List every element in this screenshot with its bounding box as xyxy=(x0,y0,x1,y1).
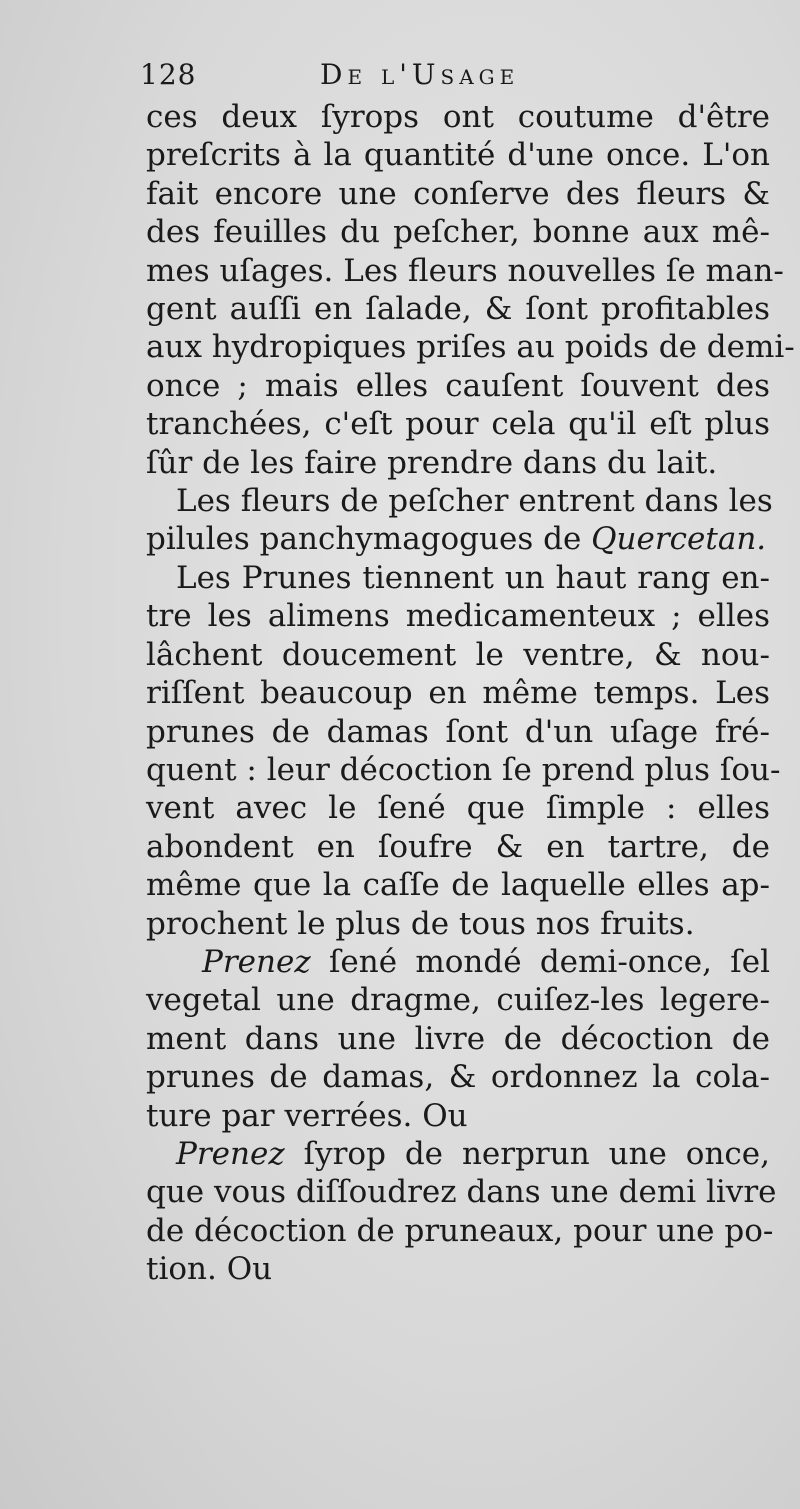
text-line: mes uſages. Les fleurs nouvelles ſe man- xyxy=(146,252,784,289)
text-line: Les Prunes tiennent un haut rang en- xyxy=(176,559,770,596)
text-line: aux hydropiques priſes au poids de demi- xyxy=(146,329,795,366)
paragraph-3 xyxy=(146,559,781,943)
text-line: même que la caſſe de laquelle elles ap- xyxy=(146,867,770,904)
text-fragment: ſené mondé demi-once, ſel xyxy=(310,943,770,980)
text-line: Les fleurs de peſcher entrent dans les xyxy=(176,483,773,520)
page-number: 128 xyxy=(140,58,197,91)
text-line: abondent en ſoufre & en tartre, de xyxy=(146,828,770,865)
text-line: lâchent doucement le ventre, & nou- xyxy=(146,636,770,673)
text-line: ſûr de les faire prendre dans du lait. xyxy=(146,444,718,481)
paragraph-5 xyxy=(146,1135,777,1289)
text-line: vent avec le ſené que ſimple : elles xyxy=(146,790,770,827)
text-line: quent : leur décoction ſe prend plus ſou- xyxy=(146,751,781,788)
recipe-lead: Prenez xyxy=(176,1135,285,1172)
text-line: prunes de damas ſont d'un uſage fré- xyxy=(146,713,770,750)
text-line: tion. Ou xyxy=(146,1251,273,1288)
text-line: ment dans une livre de décoction de xyxy=(146,1020,770,1057)
text-line: fait encore une conſerve des fleurs & xyxy=(146,175,770,212)
text-line: que vous diſſoudrez dans une demi livre xyxy=(146,1174,777,1211)
text-line: once ; mais elles cauſent ſouvent des xyxy=(146,367,770,404)
body-text xyxy=(146,98,795,1289)
text-line: gent auſſi en ſalade, & ſont profitables xyxy=(146,291,770,328)
text-line: tranchées, c'eſt pour cela qu'il eſt plus xyxy=(146,406,770,443)
text-fragment: ſyrop de nerprun une once, xyxy=(284,1135,770,1172)
text-line xyxy=(146,943,770,981)
text-line: vegetal une dragme, cuiſez-les legere- xyxy=(146,982,770,1019)
text-line: riſſent beaucoup en même temps. Les xyxy=(146,675,770,712)
text-line: de décoction de pruneaux, pour une po- xyxy=(146,1212,774,1249)
text-line: ture par verrées. Ou xyxy=(146,1097,468,1134)
text-line: prochent le plus de tous nos fruits. xyxy=(146,905,695,942)
paragraph-2 xyxy=(146,482,773,559)
text-line: ces deux ſyrops ont coutume d'être xyxy=(146,99,770,135)
text-fragment: pilules panchymagogues de xyxy=(146,521,592,558)
text-line: tre les alimens medicamenteux ; elles xyxy=(146,598,770,635)
text-line xyxy=(146,1135,770,1173)
paragraph-4 xyxy=(146,943,770,1135)
recipe-lead: Prenez xyxy=(202,943,311,980)
author-name: Quercetan. xyxy=(591,521,767,558)
text-line: preſcrits à la quantité d'une once. L'on xyxy=(146,137,770,174)
text-line xyxy=(146,520,770,558)
text-line: prunes de damas, & ordonnez la cola- xyxy=(146,1059,770,1096)
text-line: des feuilles du peſcher, bonne aux mê- xyxy=(146,214,770,251)
paragraph-1 xyxy=(146,98,795,482)
page-header xyxy=(140,58,740,98)
running-title: De l'Usage xyxy=(320,58,520,91)
